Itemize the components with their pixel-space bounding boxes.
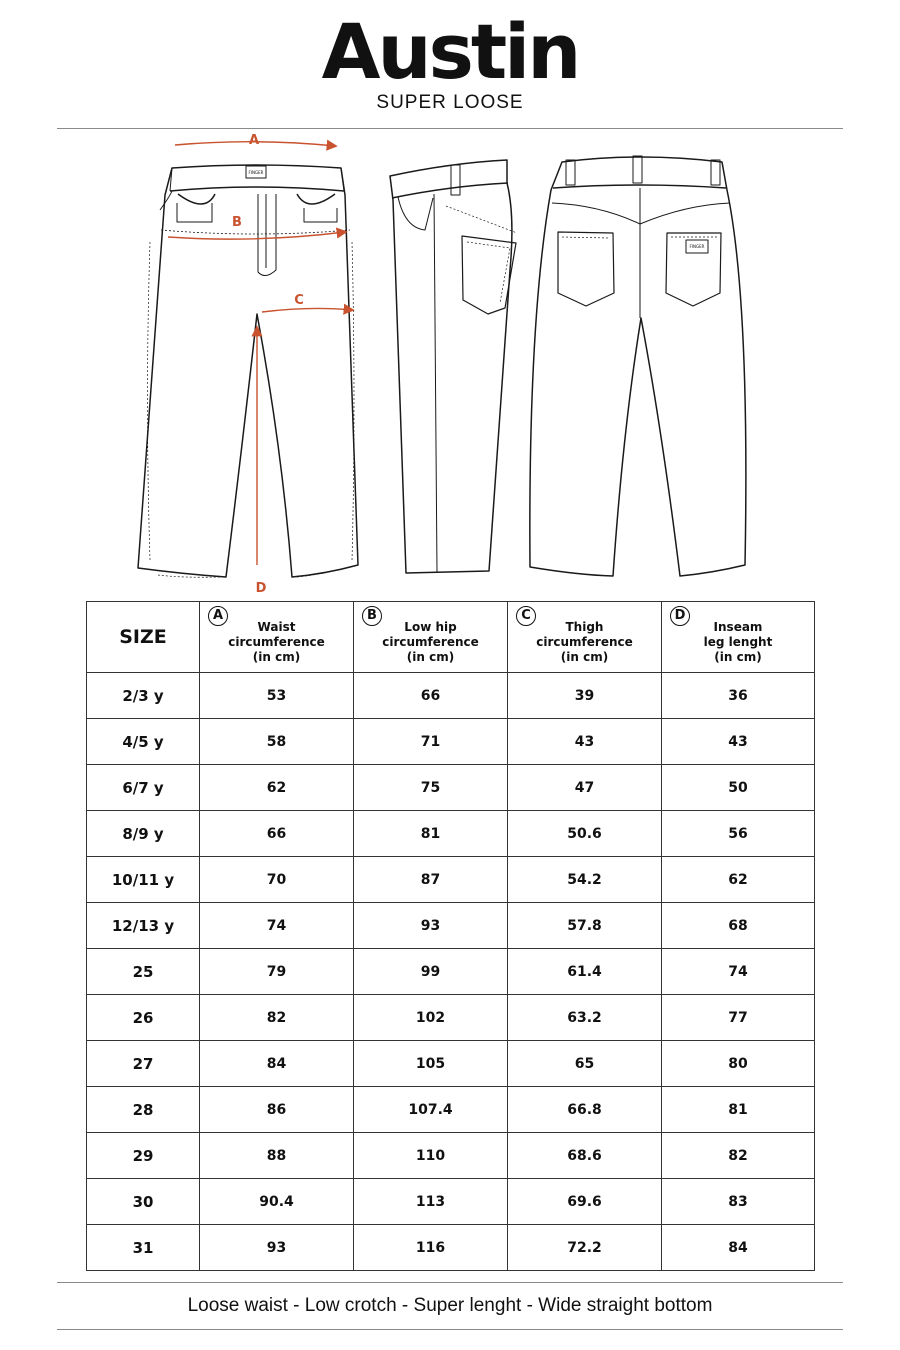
size-column-header: SIZE <box>87 602 200 673</box>
header-line: circumference <box>536 634 633 649</box>
waist-cell: 88 <box>200 1133 354 1179</box>
fit-description: Loose waist - Low crotch - Super lenght - Wide straight bottom <box>187 1295 713 1316</box>
thigh-cell: 39 <box>508 673 662 719</box>
front-view <box>138 165 358 577</box>
table-row <box>87 1041 815 1087</box>
hip-cell: 113 <box>354 1179 508 1225</box>
table-row <box>87 1087 815 1133</box>
front-tag-text: FINGER <box>248 170 264 175</box>
inseam-cell: 81 <box>662 1087 815 1133</box>
waist-cell: 53 <box>200 673 354 719</box>
size-cell: 26 <box>87 995 200 1041</box>
table-row <box>87 903 815 949</box>
waist-column-header <box>200 602 354 673</box>
inseam-cell: 82 <box>662 1133 815 1179</box>
thigh-cell: 69.6 <box>508 1179 662 1225</box>
jeans-diagram <box>0 128 900 598</box>
measurement-lines <box>168 142 352 565</box>
inseam-column-header <box>662 602 815 673</box>
waist-cell: 86 <box>200 1087 354 1133</box>
inseam-cell: 36 <box>662 673 815 719</box>
hip-cell: 71 <box>354 719 508 765</box>
waist-cell: 79 <box>200 949 354 995</box>
thigh-cell: 63.2 <box>508 995 662 1041</box>
header-line: circumference <box>228 634 325 649</box>
badge-c: C <box>516 606 536 626</box>
hip-cell: 102 <box>354 995 508 1041</box>
thigh-measure-line <box>262 308 352 312</box>
header-line: Thigh <box>565 619 604 634</box>
thigh-cell: 68.6 <box>508 1133 662 1179</box>
hip-cell: 99 <box>354 949 508 995</box>
size-cell: 10/11 y <box>87 857 200 903</box>
size-cell: 27 <box>87 1041 200 1087</box>
inseam-cell: 68 <box>662 903 815 949</box>
header-line: (in cm) <box>560 649 609 664</box>
thigh-column-header <box>508 602 662 673</box>
table-row <box>87 995 815 1041</box>
waist-cell: 70 <box>200 857 354 903</box>
header-line: circumference <box>382 634 479 649</box>
table-row <box>87 719 815 765</box>
label-b: B <box>232 215 242 230</box>
table-row <box>87 1179 815 1225</box>
waist-cell: 93 <box>200 1225 354 1271</box>
hip-column-header <box>354 602 508 673</box>
inseam-cell: 77 <box>662 995 815 1041</box>
size-cell: 4/5 y <box>87 719 200 765</box>
inseam-cell: 83 <box>662 1179 815 1225</box>
waist-cell: 90.4 <box>200 1179 354 1225</box>
thigh-cell: 72.2 <box>508 1225 662 1271</box>
table-header-row <box>87 602 815 673</box>
hip-cell: 107.4 <box>354 1087 508 1133</box>
badge-a: A <box>208 606 228 626</box>
size-cell: 30 <box>87 1179 200 1225</box>
badge-b: B <box>362 606 382 626</box>
back-view <box>530 156 746 576</box>
table-row <box>87 673 815 719</box>
waist-cell: 66 <box>200 811 354 857</box>
side-view <box>390 160 517 573</box>
hip-cell: 110 <box>354 1133 508 1179</box>
header-line: leg lenght <box>703 634 773 649</box>
label-a: A <box>248 133 260 148</box>
hip-cell: 93 <box>354 903 508 949</box>
thigh-cell: 57.8 <box>508 903 662 949</box>
hip-cell: 116 <box>354 1225 508 1271</box>
waist-cell: 58 <box>200 719 354 765</box>
thigh-cell: 43 <box>508 719 662 765</box>
hip-cell: 105 <box>354 1041 508 1087</box>
table-row <box>87 857 815 903</box>
table-row <box>87 765 815 811</box>
inseam-cell: 84 <box>662 1225 815 1271</box>
size-cell: 31 <box>87 1225 200 1271</box>
footer-top-divider <box>57 1282 843 1283</box>
waist-cell: 62 <box>200 765 354 811</box>
hip-cell: 87 <box>354 857 508 903</box>
inseam-cell: 50 <box>662 765 815 811</box>
size-cell: 29 <box>87 1133 200 1179</box>
header-line: (in cm) <box>714 649 762 664</box>
waist-cell: 74 <box>200 903 354 949</box>
footer-bottom-divider <box>57 1329 843 1330</box>
thigh-cell: 65 <box>508 1041 662 1087</box>
inseam-cell: 43 <box>662 719 815 765</box>
header-line: Inseam <box>713 619 763 634</box>
thigh-cell: 50.6 <box>508 811 662 857</box>
size-cell: 25 <box>87 949 200 995</box>
table-row <box>87 1225 815 1271</box>
size-cell: 6/7 y <box>87 765 200 811</box>
size-table-body <box>87 673 815 1271</box>
waist-cell: 84 <box>200 1041 354 1087</box>
size-cell: 28 <box>87 1087 200 1133</box>
size-table <box>86 601 815 1271</box>
back-tag-text: FINGER <box>689 244 705 249</box>
inseam-cell: 80 <box>662 1041 815 1087</box>
thigh-cell: 54.2 <box>508 857 662 903</box>
hip-cell: 75 <box>354 765 508 811</box>
hip-cell: 66 <box>354 673 508 719</box>
product-subtitle: SUPER LOOSE <box>376 92 524 113</box>
inseam-cell: 74 <box>662 949 815 995</box>
table-row <box>87 1133 815 1179</box>
thigh-cell: 66.8 <box>508 1087 662 1133</box>
label-c: C <box>294 293 304 308</box>
thigh-cell: 47 <box>508 765 662 811</box>
label-d: D <box>255 581 267 596</box>
header-line: (in cm) <box>406 649 455 664</box>
badge-d: D <box>670 606 690 626</box>
table-row <box>87 811 815 857</box>
waist-cell: 82 <box>200 995 354 1041</box>
inseam-cell: 62 <box>662 857 815 903</box>
hip-cell: 81 <box>354 811 508 857</box>
product-title: Austin <box>321 7 579 96</box>
table-row <box>87 949 815 995</box>
size-cell: 2/3 y <box>87 673 200 719</box>
size-cell: 8/9 y <box>87 811 200 857</box>
header-line: Low hip <box>404 619 457 634</box>
inseam-cell: 56 <box>662 811 815 857</box>
hip-measure-line <box>168 232 345 239</box>
size-cell: 12/13 y <box>87 903 200 949</box>
thigh-cell: 61.4 <box>508 949 662 995</box>
header-line: (in cm) <box>252 649 301 664</box>
header-line: Waist <box>257 619 296 634</box>
